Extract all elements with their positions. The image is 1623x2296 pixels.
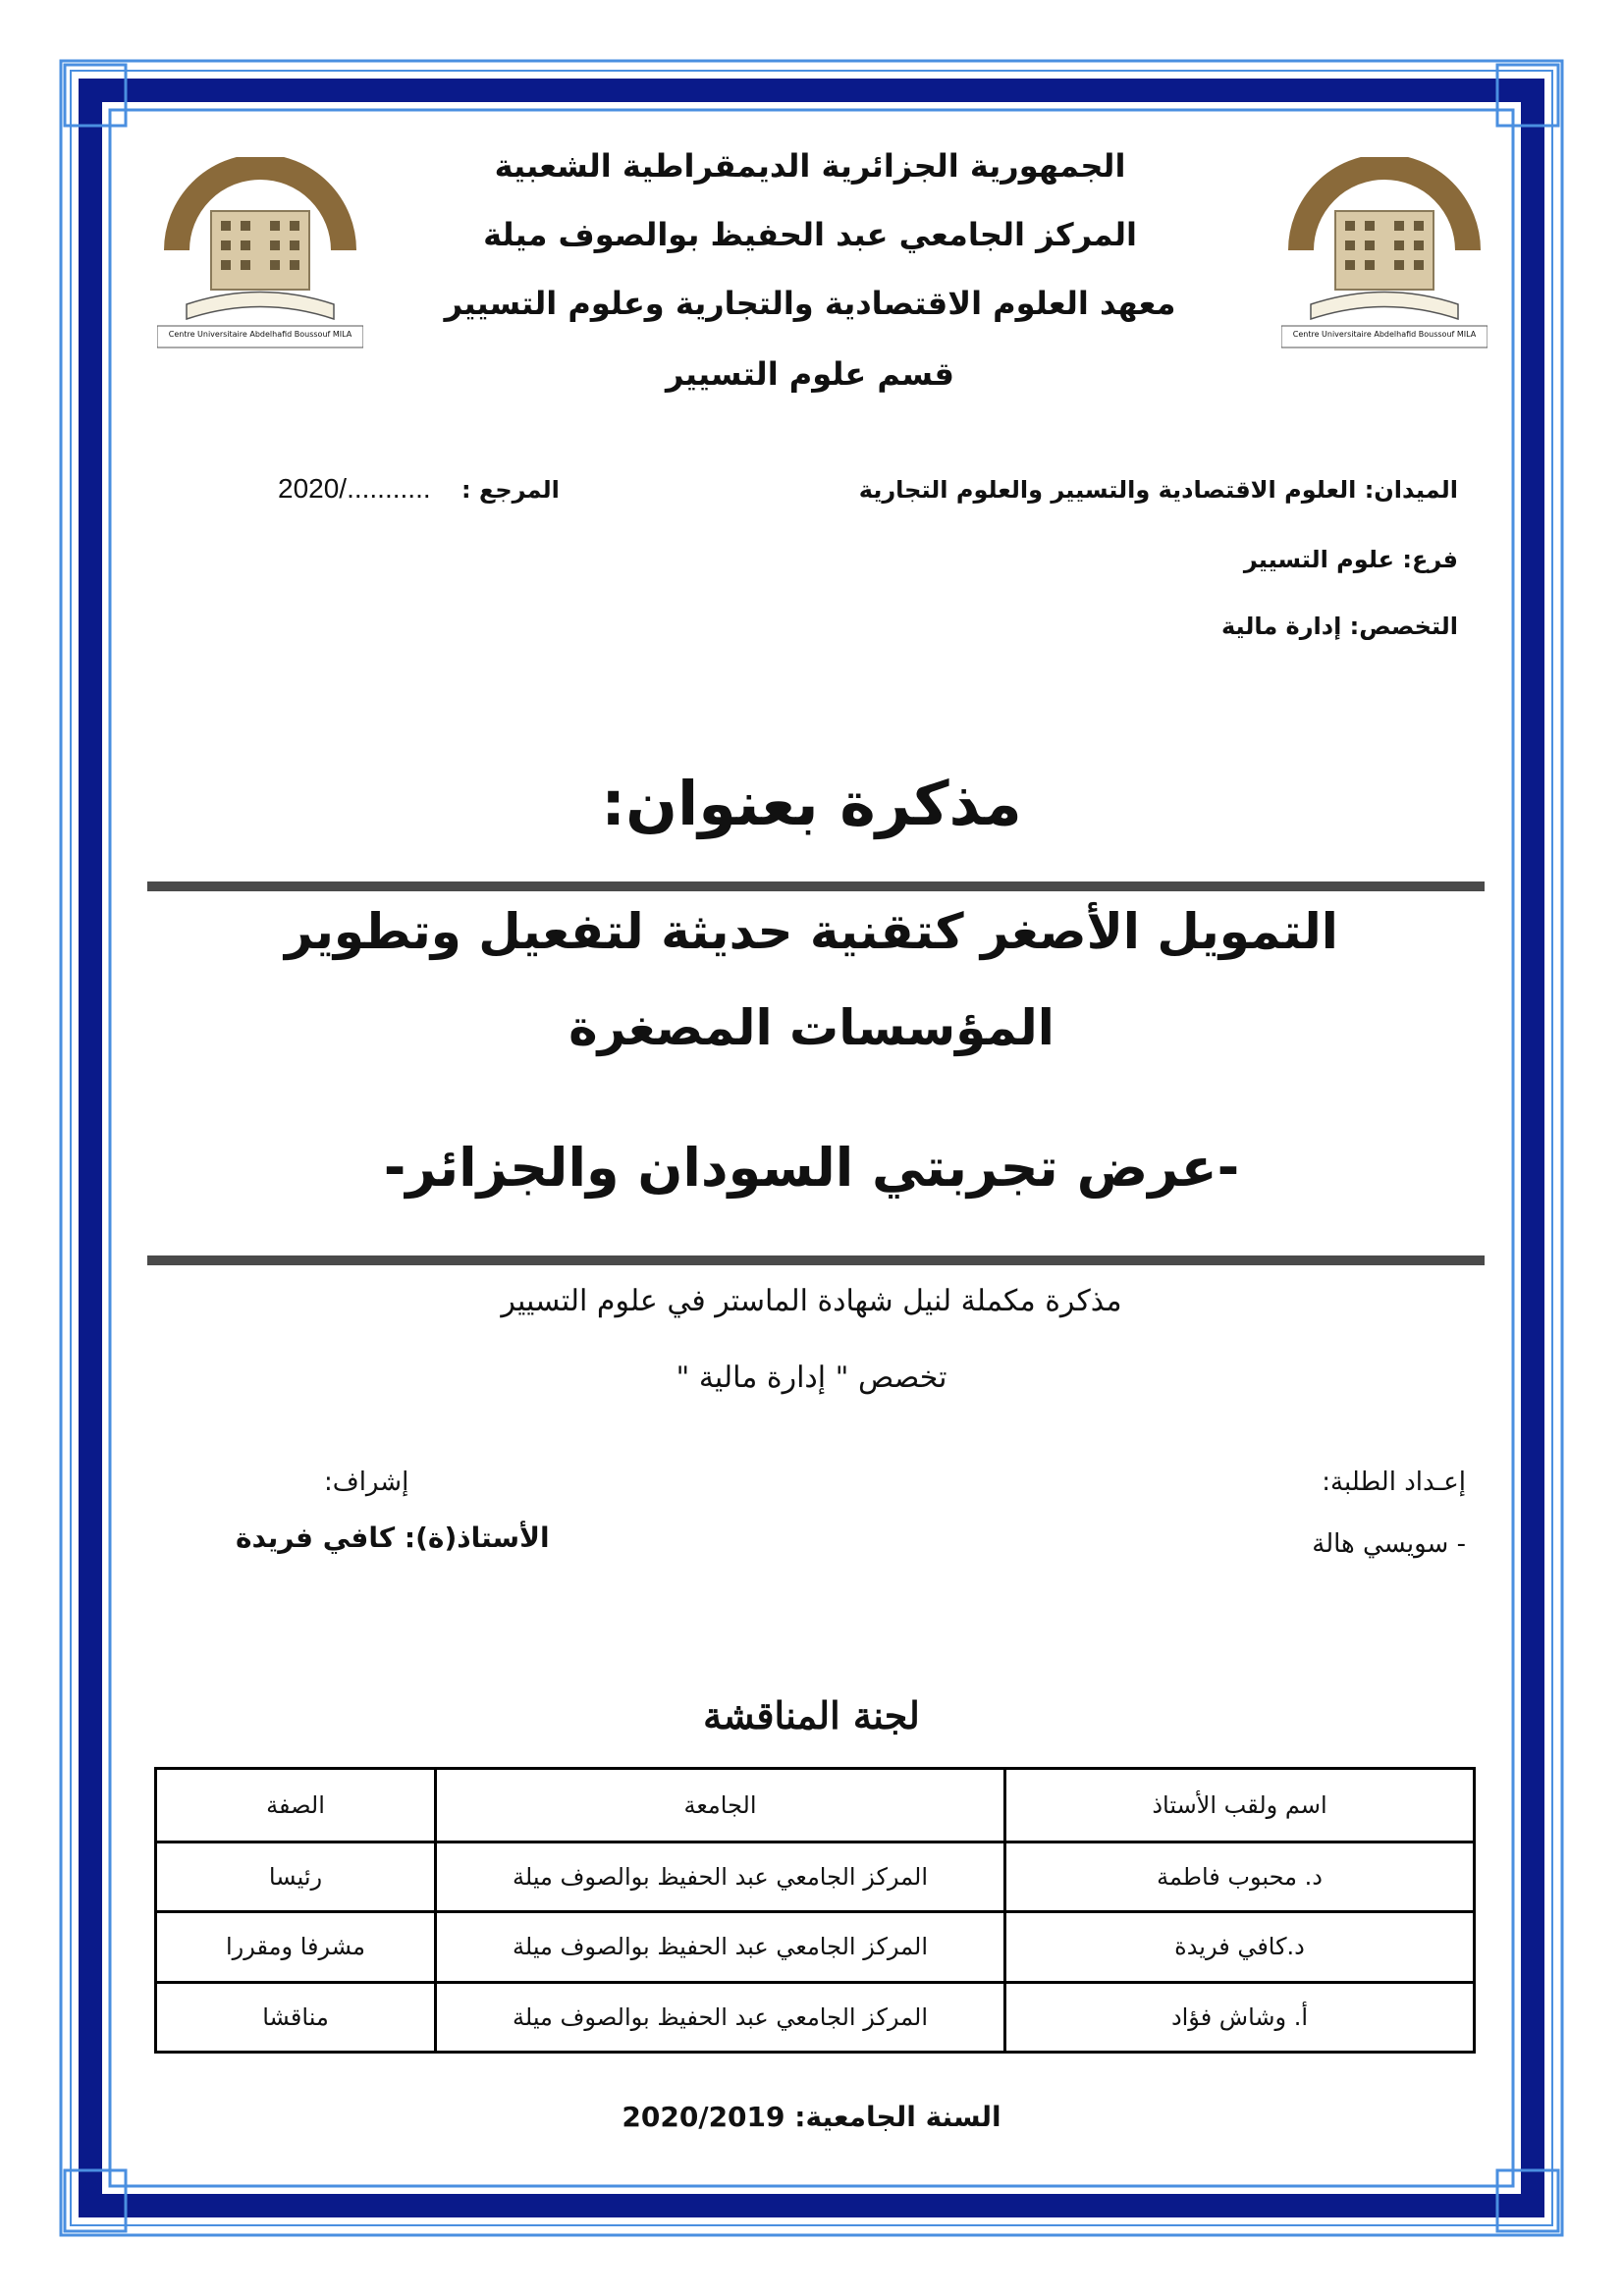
table-row [156,1842,1475,1912]
specialty-label: التخصص: إدارة مالية [1220,613,1458,640]
member-university: المركز الجامعي عبد الحفيظ بوالصوف ميلة [436,1912,1005,1982]
academic-year: السنة الجامعية: 2020/2019 [622,2101,1001,2133]
field-label: الميدان: العلوم الاقتصادية والتسيير والعلوم التجارية [858,476,1458,504]
university-logo-left [157,157,363,353]
table-row [156,1982,1475,2052]
header-institute: معهد العلوم الاقتصادية والتجارية وعلوم التسيير [444,285,1176,322]
member-role: رئيسا [156,1842,436,1912]
title-rule-top [147,881,1485,891]
member-university: المركز الجامعي عبد الحفيظ بوالصوف ميلة [436,1982,1005,2052]
reference-value: 2020/........... [278,473,431,504]
header-university: الجامعة [436,1769,1005,1842]
student-name: - سويسي هالة [1312,1529,1466,1559]
logo-caption: Centre Universitaire Abdelhafid Boussouf MILA [1292,330,1477,339]
prepared-by-label: إعـداد الطلبة: [1322,1468,1466,1497]
memo-purpose: مذكرة مكملة لنيل شهادة الماستر في علوم التسيير [501,1284,1122,1318]
branch-label: فرع: علوم التسيير [1243,546,1458,573]
member-name: د. محبوب فاطمة [1005,1842,1475,1912]
memo-heading: مذكرة بعنوان: [601,768,1022,839]
header-university: المركز الجامعي عبد الحفيظ بوالصوف ميلة [483,216,1137,253]
committee-table [154,1767,1476,2054]
logo-caption: Centre Universitaire Abdelhafid Boussouf MILA [168,330,352,339]
header-role: الصفة [156,1769,436,1842]
title-line-1: التمويل الأصغر كتقنية حديثة لتفعيل وتطوير [285,903,1338,960]
supervisor-name: الأستاذ(ة): كافي فريدة [236,1522,550,1554]
header-republic: الجمهورية الجزائرية الديمقراطية الشعبية [494,147,1126,185]
member-role: مشرفا ومقررا [156,1912,436,1982]
member-name: د.كافي فريدة [1005,1912,1475,1982]
committee-title: لجنة المناقشة [703,1693,920,1737]
member-role: مناقشا [156,1982,436,2052]
table-header-row [156,1769,1475,1842]
title-line-3: -عرض تجربتي السودان والجزائر- [383,1137,1240,1199]
supervision-label: إشراف: [324,1468,409,1497]
header-department: قسم علوم التسيير [666,355,954,393]
title-rule-bottom [147,1255,1485,1265]
member-university: المركز الجامعي عبد الحفيظ بوالصوف ميلة [436,1842,1005,1912]
member-name: أ. وشاش فؤاد [1005,1982,1475,2052]
header-name: اسم ولقب الأستاذ [1005,1769,1475,1842]
memo-specialty: تخصص " إدارة مالية " [676,1361,947,1395]
title-line-2: المؤسسات المصغرة [568,999,1055,1056]
university-logo-right [1281,157,1488,353]
reference-label: المرجع : [461,476,560,504]
table-row [156,1912,1475,1982]
